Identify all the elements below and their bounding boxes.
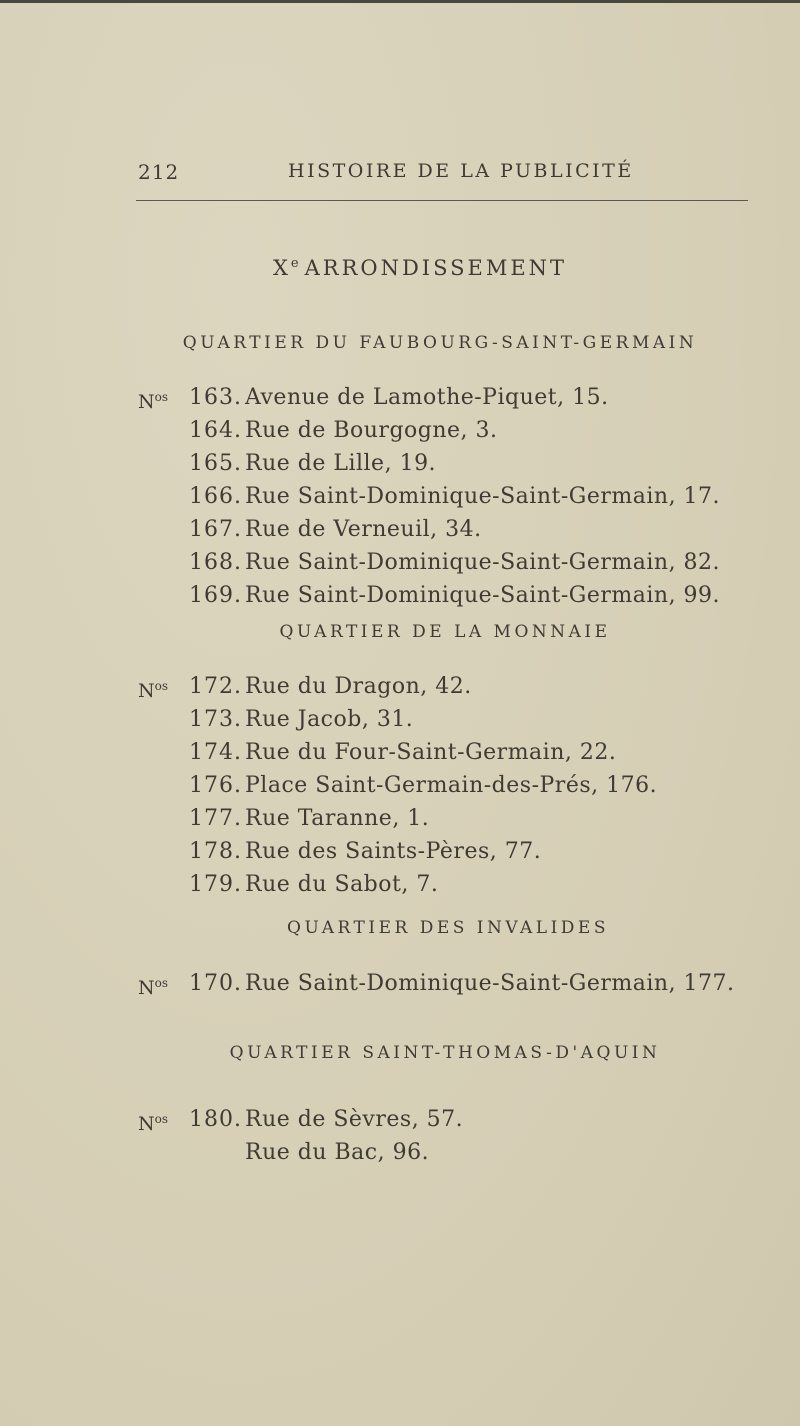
list-item (0, 579, 800, 612)
entry-text: Rue Saint-Dominique-Saint-Germain, 82. (245, 550, 721, 575)
arrondissement-suffix: e (290, 256, 299, 271)
list-item (0, 1136, 800, 1169)
arrondissement-label: ARRONDISSEMENT (304, 256, 568, 280)
nos-label: $N^{os}$ (138, 679, 169, 702)
entry-number: 177. (189, 806, 242, 831)
entry-text: Rue des Saints-Pères, 77. (245, 839, 542, 864)
quartier-entries (0, 670, 800, 901)
quartier-entries (0, 1103, 800, 1169)
entry-number: 164. (189, 418, 242, 443)
entry-number: 178. (189, 839, 242, 864)
entry-text: Rue du Four-Saint-Germain, 22. (245, 740, 617, 765)
entry-text: Rue de Sèvres, 57. (245, 1107, 464, 1132)
entry-number: 173. (189, 707, 242, 732)
arrondissement-ordinal: X (272, 256, 291, 280)
list-item (0, 769, 800, 802)
entry-number: 165. (189, 451, 242, 476)
list-item (0, 835, 800, 868)
nos-label: $N^{os}$ (138, 976, 169, 999)
list-item (0, 736, 800, 769)
list-item (0, 447, 800, 480)
header-rule (136, 200, 748, 201)
list-item (0, 513, 800, 546)
list-item (0, 1103, 800, 1136)
entry-text: Rue Saint-Dominique-Saint-Germain, 99. (245, 583, 721, 608)
quartier-entries (0, 381, 800, 612)
entry-number: 176. (189, 773, 242, 798)
quartier-title: QUARTIER DE LA MONNAIE (279, 622, 611, 642)
list-item (0, 703, 800, 736)
quartier-title: QUARTIER DES INVALIDES (287, 918, 609, 938)
entry-text: Rue de Bourgogne, 3. (245, 418, 498, 443)
entry-text: Place Saint-Germain-des-Prés, 176. (245, 773, 658, 798)
nos-label: $N^{os}$ (138, 390, 169, 413)
quartier-entries (0, 967, 800, 1000)
page-number: 212 (138, 160, 180, 184)
entry-text: Rue Jacob, 31. (245, 707, 414, 732)
entry-text: Rue de Verneuil, 34. (245, 517, 482, 542)
entry-number: 170. (189, 971, 242, 996)
quartier-title: QUARTIER SAINT-THOMAS-D'AQUIN (229, 1043, 661, 1063)
entry-number: 166. (189, 484, 242, 509)
entry-number: 163. (189, 385, 242, 410)
page-header (0, 160, 800, 190)
list-item (0, 967, 800, 1000)
entry-number: 168. (189, 550, 242, 575)
entry-text: Avenue de Lamothe-Piquet, 15. (245, 385, 609, 410)
list-item (0, 480, 800, 513)
page-edge-line (0, 0, 800, 3)
list-item (0, 868, 800, 901)
list-item (0, 802, 800, 835)
entry-text: Rue Saint-Dominique-Saint-Germain, 177. (245, 971, 735, 996)
entry-text: Rue du Bac, 96. (245, 1140, 430, 1165)
entry-text: Rue du Sabot, 7. (245, 872, 439, 897)
entry-number: 174. (189, 740, 242, 765)
entry-text: Rue du Dragon, 42. (245, 674, 472, 699)
entry-text: Rue Taranne, 1. (245, 806, 430, 831)
quartier-title: QUARTIER DU FAUBOURG-SAINT-GERMAIN (182, 333, 698, 353)
list-item (0, 546, 800, 579)
entry-number: 167. (189, 517, 242, 542)
entry-number: 169. (189, 583, 242, 608)
nos-label: $N^{os}$ (138, 1112, 169, 1135)
list-item (0, 381, 800, 414)
arrondissement-title (0, 256, 800, 280)
entry-number: 180. (189, 1107, 242, 1132)
list-item (0, 414, 800, 447)
running-title: HISTOIRE DE LA PUBLICITÉ (288, 160, 634, 182)
entry-number: 179. (189, 872, 242, 897)
entry-text: Rue Saint-Dominique-Saint-Germain, 17. (245, 484, 721, 509)
list-item (0, 670, 800, 703)
entry-number: 172. (189, 674, 242, 699)
entry-text: Rue de Lille, 19. (245, 451, 437, 476)
